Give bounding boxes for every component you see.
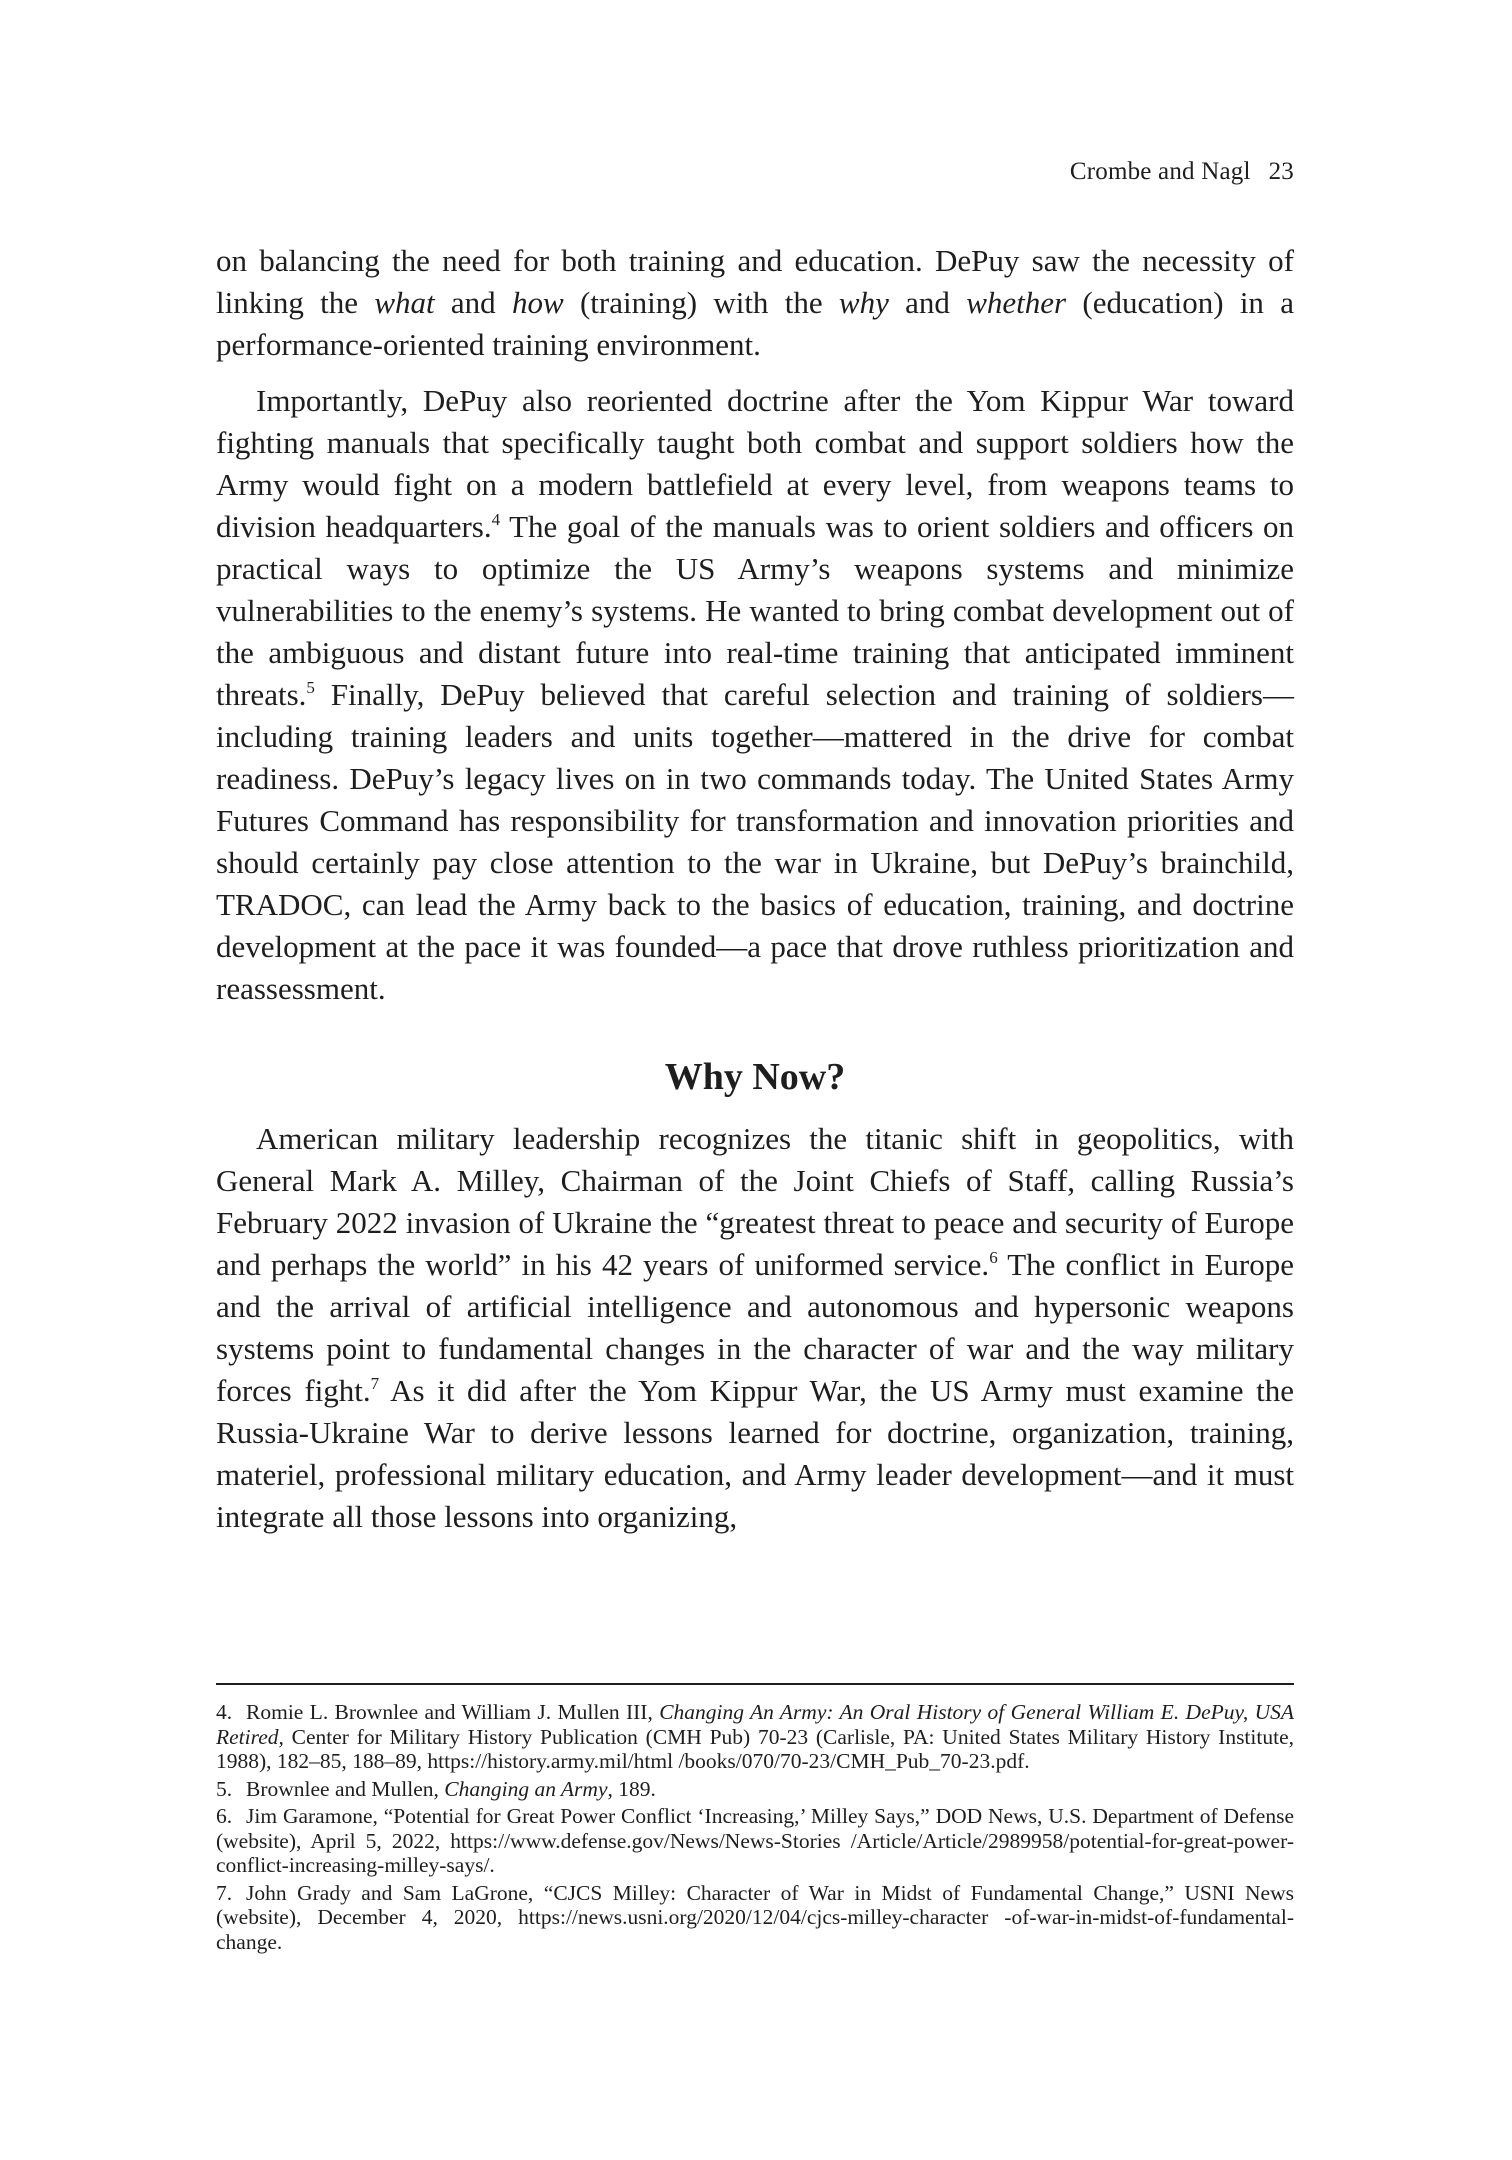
text-run: and [888,285,967,320]
text-run: and [434,285,512,320]
text-run: Jim Garamone, “Potential for Great Power Conflict ‘Increasing,’ Milley Says,” DOD News, U.S. Department of Defense (website), April 5, 2022, https://www.defense.gov/News/News-Stories /Article/Article/2989958/potential-for-great-power-conflict-increasing-milley-says/. [216,1804,1294,1877]
text-run: Romie L. Brownlee and William J. Mullen III, [246,1700,660,1724]
paragraph-3 [216,1118,1294,1538]
italic-run: Changing An Army: An Oral History of General William E. DePuy, USA Retired, [216,1700,1294,1749]
italic-run: how [511,285,564,320]
footnote-ref-5: 5 [306,678,315,697]
footnote-number: 6. [216,1804,233,1828]
section-heading: Why Now? [664,1056,846,1098]
paragraph-2 [216,380,1294,1010]
text-run: The conflict in Europe and the arrival of artificial intelligence and autonomous and hypersonic weapons systems point to fundamental changes in the character of war and the way military forces fight. [216,1247,1294,1408]
paragraph-1 [216,240,1294,366]
text-run: , 189. [607,1776,656,1801]
footnote-5 [216,1777,1294,1802]
italic-run: what [374,285,435,320]
text-run: Center for Military History Publication (CMH Pub) 70-23 (Carlisle, PA: United States Military History Institute, 1988), 182–85, 188–89, https://history.army.mil/html /books/070/70-23/CMH_Pub_70-23.pdf. [216,1724,1294,1773]
italic-run: Changing an Army [444,1776,608,1801]
text-run: The goal of the manuals was to orient soldiers and officers on practical ways to optimize the US Army’s weapons systems and minimize vulnerabilities to the enemy’s systems. He wanted to bring combat development out of the ambiguous and distant future into real-time training that anticipated imminent threats. [216,509,1294,712]
footnote-number: 7. [216,1880,233,1905]
text-run: As it did after the Yom Kippur War, the US Army must examine the Russia-Ukraine War to derive lessons learned for doctrine, organization, training, materiel, professional military education, and Army leader development—and it must integrate all those lessons into organizing, [216,1373,1294,1534]
footnote-ref-7: 7 [370,1374,380,1393]
running-header [1070,158,1294,186]
body-text [216,240,1294,1538]
text-run: Brownlee and Mullen, [246,1776,445,1801]
italic-run: why [838,285,889,320]
text-run: (education) in a performance-oriented training environment. [216,285,1294,362]
footnote-4 [216,1700,1294,1774]
page-number: 23 [1268,158,1294,185]
footnote-ref-4: 4 [491,510,501,529]
footnote-6 [216,1804,1294,1878]
text-run: (training) with the [563,285,839,320]
italic-run: whether [966,285,1067,320]
footnote-7 [216,1881,1294,1955]
footnote-number: 4. [216,1700,233,1724]
text-run: Importantly, DePuy also reoriented doctrine after the Yom Kippur War toward fighting manuals that specifically taught both combat and support soldiers how the Army would fight on a modern battlefield at every level, from weapons teams to division headquarters. [216,383,1294,544]
text-run: American military leadership recognizes the titanic shift in geopolitics, with General Mark A. Milley, Chairman of the Joint Chiefs of Staff, calling Russia’s February 2022 invasion of Ukraine the “greatest threat to peace and security of Europe and perhaps the world” in his 42 years of uniformed service. [216,1121,1294,1282]
text-run: on balancing the need for both training and education. DePuy saw the necessity of linking the [216,243,1294,320]
footnote-ref-6: 6 [989,1248,998,1267]
header-authors: Crombe and Nagl [1069,158,1251,185]
text-run: Finally, DePuy believed that careful selection and training of soldiers—including training leaders and units together—mattered in the drive for combat readiness. DePuy’s legacy lives on in two commands today. The United States Army Futures Command has responsibility for transformation and innovation priorities and should certainly pay close attention to the war in Ukraine, but DePuy’s brainchild, TRADOC, can lead the Army back to the basics of education, training, and doctrine development at the pace it was founded—a pace that drove ruthless prioritization and reassessment. [216,677,1294,1006]
footnote-rule [216,1683,1294,1685]
footnote-number: 5. [216,1776,233,1801]
footnotes [216,1700,1294,1957]
text-run: John Grady and Sam LaGrone, “CJCS Milley: Character of War in Midst of Fundamental Change,” USNI News (website), December 4, 2020, https://news.usni.org/2020/12/04/cjcs-milley-character -of-war-in-midst-of-fundamental-change. [216,1880,1294,1954]
